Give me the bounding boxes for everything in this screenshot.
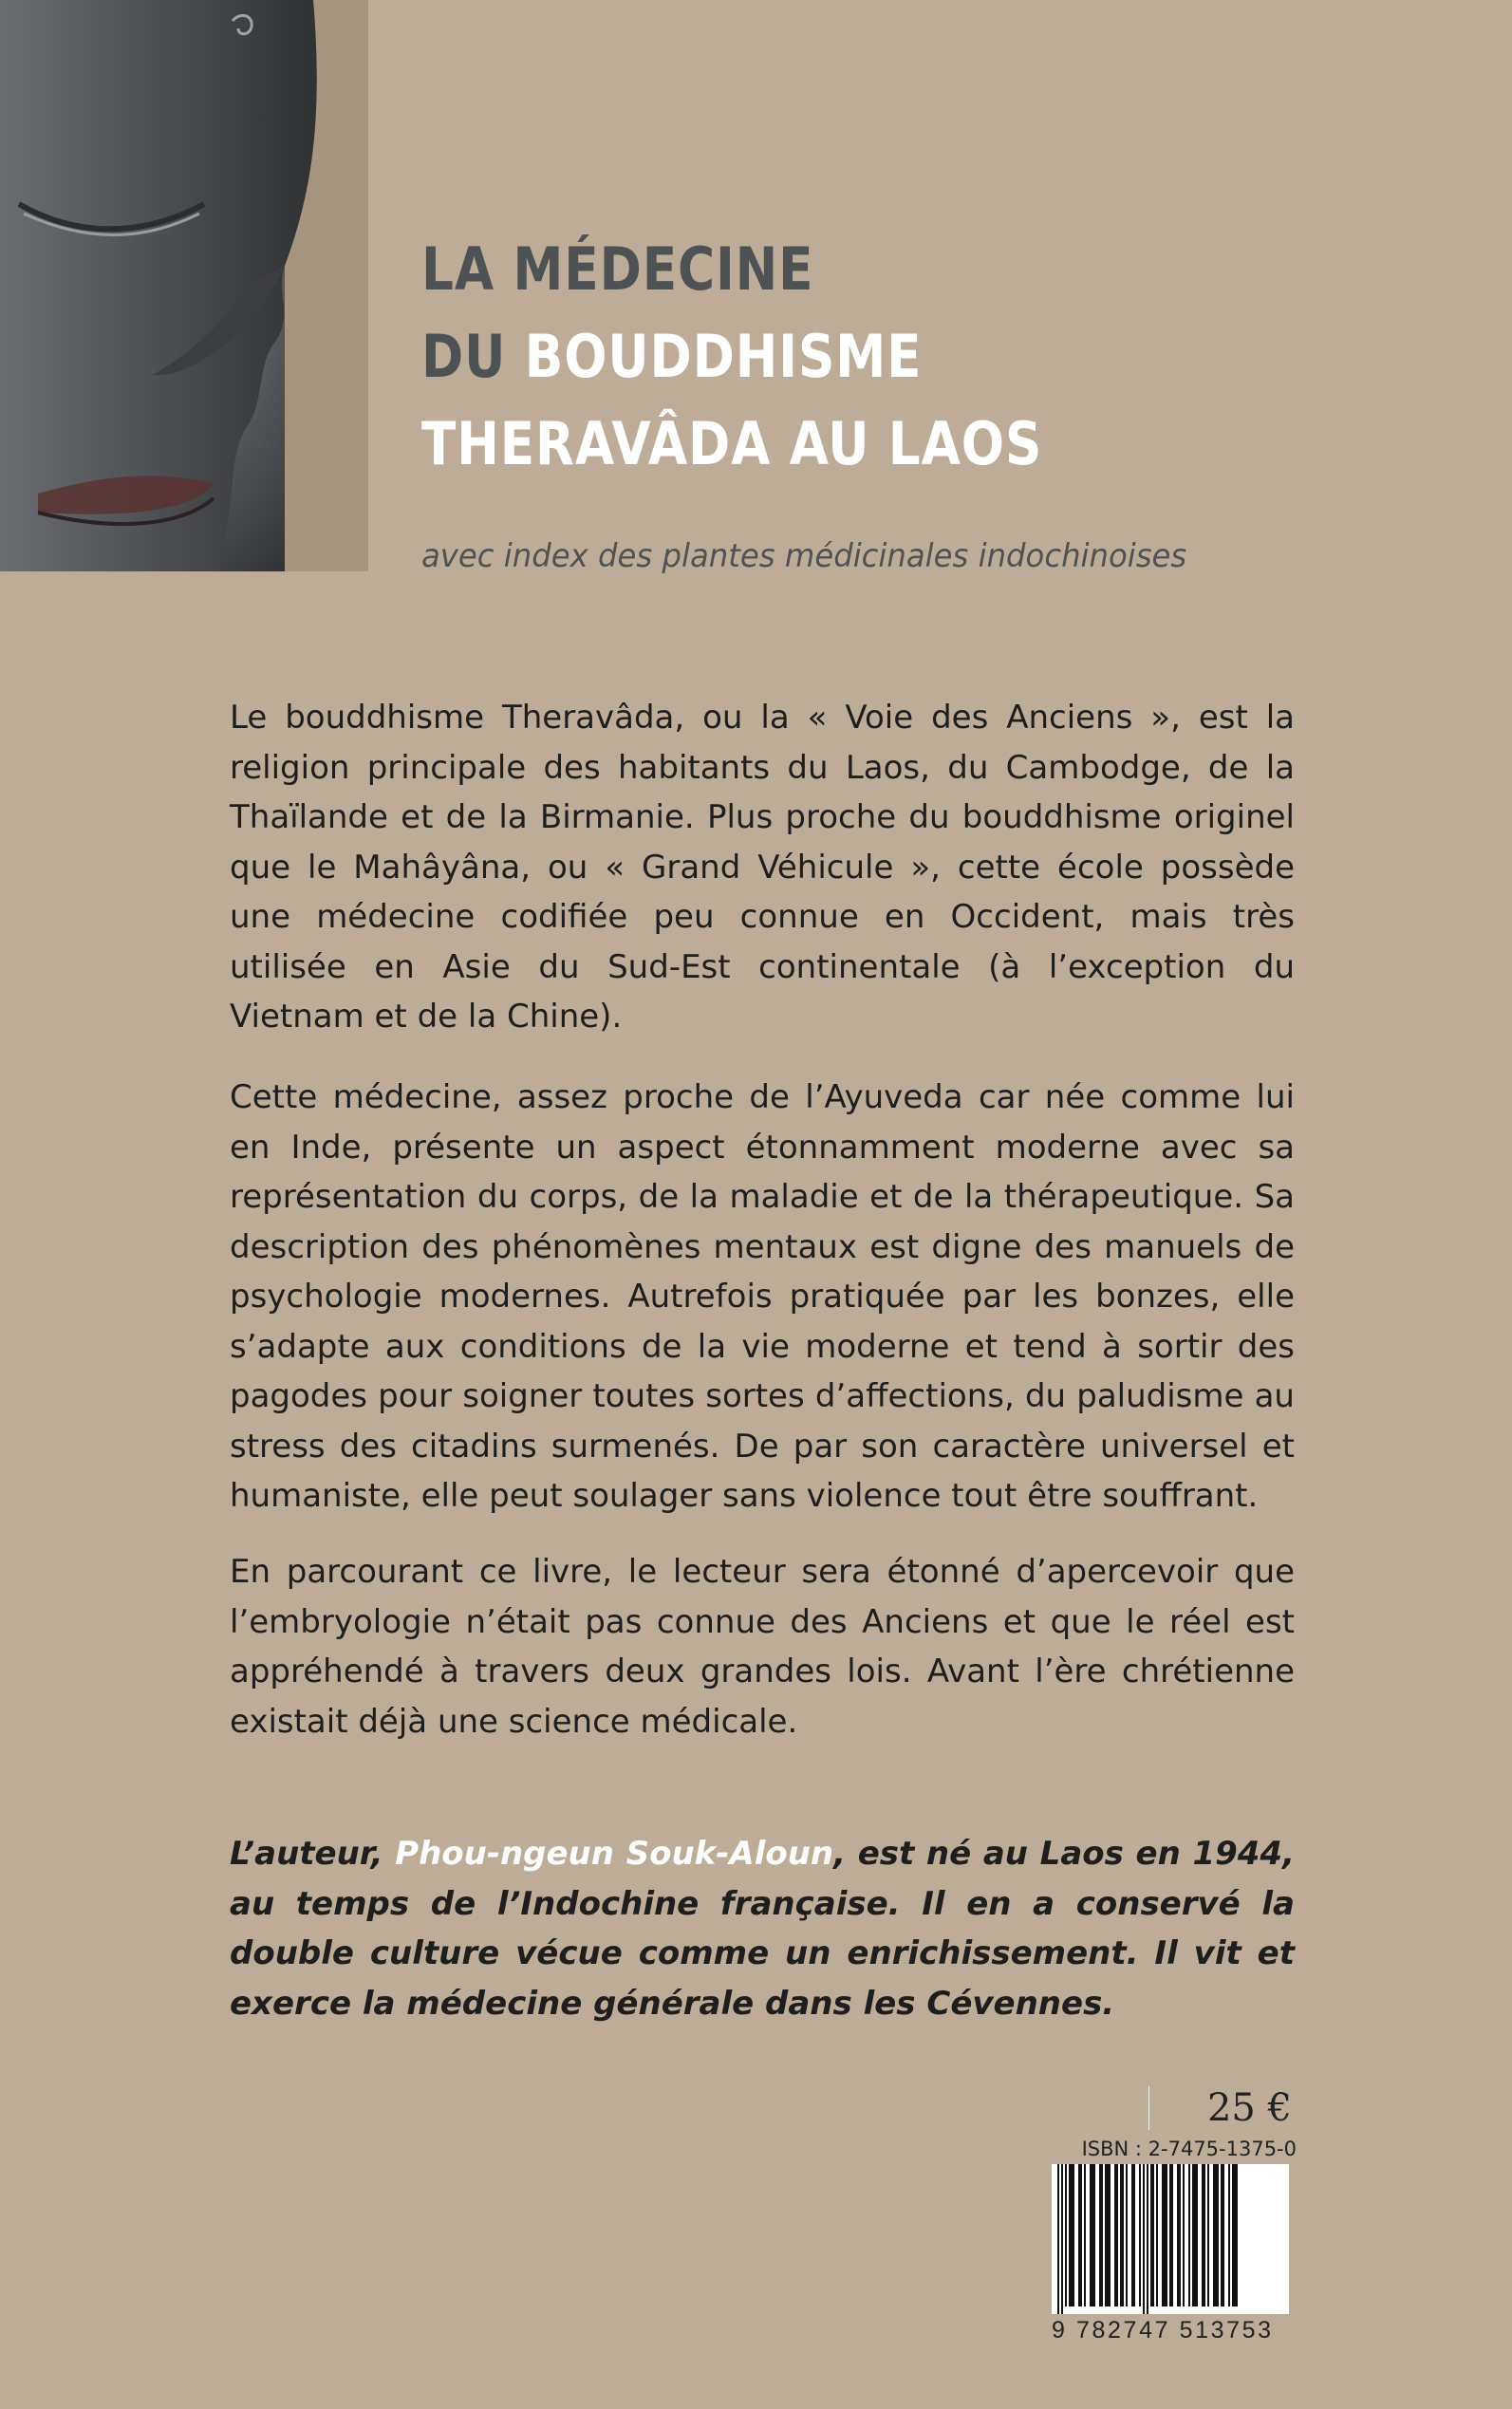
barcode-guard-bar <box>1061 2164 1063 2314</box>
title-line-1: LA MÉDECINE <box>421 234 814 304</box>
barcode-icon <box>1052 2164 1289 2314</box>
barcode-bar <box>1065 2164 1067 2306</box>
barcode-bar <box>1126 2164 1128 2306</box>
barcode-bar <box>1090 2164 1095 2306</box>
barcode-bar <box>1169 2164 1173 2306</box>
title-line-2-highlight: BOUDDHISME <box>524 322 923 391</box>
description-paragraph-1: Le bouddhisme Theravâda, ou la « Voie des Anciens », est la religion principale des habitants du Laos, du Cambodge, de la Thaïlande et de la Birmanie. Plus proche du bouddhisme originel que le Mahâyâna, ou « Grand Véhicule », cette école possède une médecine codifiée peu connue en Occident, mais très utilisée en Asie du Sud-Est continentale (à l’exception du Vietnam et de la Chine). <box>230 699 1295 1036</box>
author-bio-text: , est né au Laos en 1944, au temps de l’Indochine française. Il en a conservé la double culture vécue comme un enrichissement. Il vit et exerce la médecine générale dans les Cévennes. <box>230 1835 1295 2023</box>
barcode-bar <box>1114 2164 1118 2306</box>
barcode-digits: 9 782747 513753 <box>1052 2317 1274 2344</box>
barcode-bar <box>1232 2164 1238 2306</box>
barcode-bar <box>1131 2164 1135 2306</box>
barcode-bar <box>1099 2164 1103 2306</box>
barcode-bar <box>1177 2164 1181 2306</box>
barcode-guard-bar <box>1057 2164 1059 2314</box>
barcode-bar <box>1105 2164 1111 2306</box>
price-value: 25 € <box>1206 2086 1292 2130</box>
barcode-bar <box>1156 2164 1158 2306</box>
barcode-bar <box>1162 2164 1167 2306</box>
barcode-bar <box>1207 2164 1209 2306</box>
barcode-bar <box>1228 2164 1230 2306</box>
barcode-bar <box>1221 2164 1224 2306</box>
barcode-bar <box>1069 2164 1074 2306</box>
author-name: Phou-ngeun Souk-Aloun <box>395 1835 834 1873</box>
author-bio-prefix: L’auteur, <box>230 1835 396 1873</box>
title-line-2-prefix: DU <box>421 322 525 391</box>
barcode-bar <box>1139 2164 1141 2306</box>
barcode-bar <box>1188 2164 1190 2306</box>
author-bio <box>230 1829 1295 2028</box>
barcode-bar <box>1192 2164 1198 2306</box>
barcode-bar <box>1183 2164 1185 2306</box>
price-tag <box>1148 2086 1297 2130</box>
title-line-2 <box>421 313 1042 401</box>
barcode-bar <box>1078 2164 1082 2306</box>
barcode-bar <box>1084 2164 1086 2306</box>
barcode-bar <box>1150 2164 1154 2306</box>
description-paragraph-2: Cette médecine, assez proche de l’Ayuveda car née comme lui en Inde, présente un aspect étonnamment moderne avec sa représentation du corps, de la maladie et de la thérapeutique. Sa description des phénomènes mentaux est digne des manuels de psychologie modernes. Autrefois pratiquée par les bonzes, elle s’adapte aux conditions de la vie moderne et tend à sortir des pagodes pour soigner toutes sortes d’affections, du paludisme au stress des citadins surmenés. De par son caractère universel et humaniste, elle peut soulager sans violence tout être souffrant. <box>230 1078 1295 1515</box>
description-paragraph-3: En parcourant ce livre, le lecteur sera étonné d’apercevoir que l’embryologie n’était pas connue des Anciens et que le réel est appréhendé à travers deux grandes lois. Avant l’ère chrétienne existait déjà une science médicale. <box>230 1553 1295 1741</box>
barcode-bar <box>1213 2164 1219 2306</box>
barcode-guard-bar <box>1143 2164 1145 2314</box>
barcode-guard-bar <box>1147 2164 1148 2314</box>
book-subtitle: avec index des plantes médicinales indochinoises <box>421 537 1187 575</box>
isbn-label: ISBN : 2-7475-1375-0 <box>1081 2138 1297 2160</box>
book-title <box>421 226 1042 488</box>
barcode-bar <box>1120 2164 1124 2306</box>
barcode-bar <box>1202 2164 1205 2306</box>
title-line-3: THERAVÂDA AU LAOS <box>421 409 1043 478</box>
buddha-face-photo <box>0 0 368 571</box>
